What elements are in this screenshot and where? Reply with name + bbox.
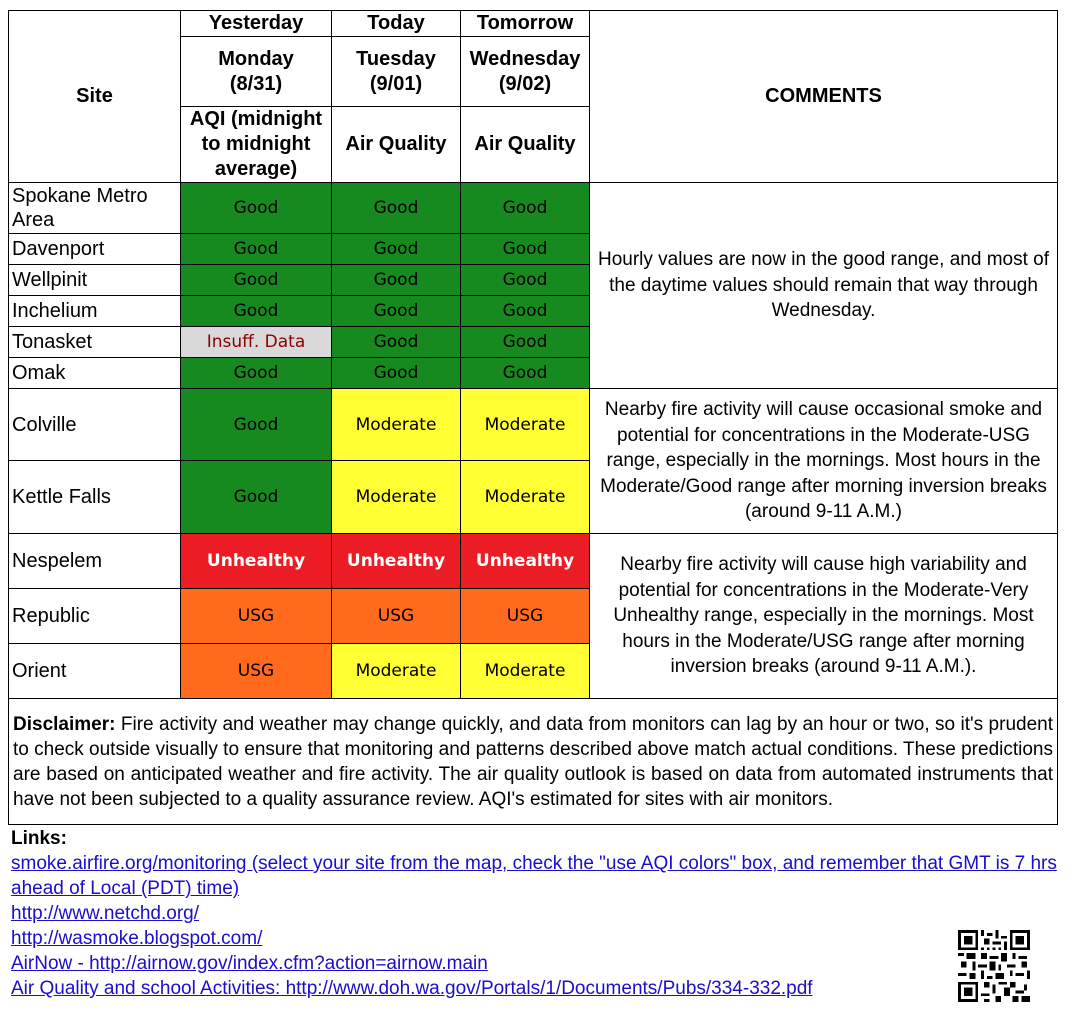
disclaimer-label: Disclaimer: [13,713,116,735]
today-header: Today [332,11,461,37]
aq-cell: Moderate [332,461,461,534]
aq-cell: Good [332,296,461,327]
aq-cell: Good [181,389,332,461]
yesterday-metric-header: AQI (midnight to midnight average) [181,107,332,183]
aq-cell: Good [461,296,590,327]
links-section [11,826,1061,1001]
aq-cell: Good [181,183,332,234]
site-name: Wellpinit [9,265,181,296]
aq-cell: Good [461,358,590,389]
aq-cell: Good [332,265,461,296]
site-name: Davenport [9,234,181,265]
aq-cell: Good [181,265,332,296]
site-name: Nespelem [9,534,181,589]
aq-cell: Moderate [461,644,590,699]
aq-cell: Good [461,234,590,265]
site-name: Omak [9,358,181,389]
comment-group-3: Nearby fire activity will cause high variability and potential for concentrations in the Moderate-Very Unhealthy range, especially in the mornings. Most hours in the Moderate/USG range after morning inversion breaks (around 9-11 A.M.). [590,534,1058,699]
aq-cell: Good [181,296,332,327]
site-name: Colville [9,389,181,461]
yesterday-date-header: Monday (8/31) [181,37,332,107]
aq-cell: USG [181,644,332,699]
disclaimer [9,699,1058,825]
link-wasmoke[interactable]: http://wasmoke.blogspot.com/ [11,928,263,949]
aq-cell: Unhealthy [181,534,332,589]
qr-code-icon [958,930,1030,1002]
today-metric-header: Air Quality [332,107,461,183]
aq-cell: Good [181,234,332,265]
tomorrow-header: Tomorrow [461,11,590,37]
comment-group-1: Hourly values are now in the good range, and most of the daytime values should remain that way through Wednesday. [590,183,1058,389]
site-name: Republic [9,589,181,644]
comments-header: COMMENTS [590,11,1058,183]
tomorrow-date-header: Wednesday (9/02) [461,37,590,107]
comment-group-2: Nearby fire activity will cause occasional smoke and potential for concentrations in the Moderate-USG range, especially in the mornings. Most hours in the Moderate/Good range after morning inversion breaks (around 9-11 A.M.) [590,389,1058,534]
aq-cell: Good [461,327,590,358]
aq-cell: Good [181,461,332,534]
aq-cell: Insuff. Data [181,327,332,358]
aq-cell: USG [461,589,590,644]
aq-cell: USG [332,589,461,644]
site-name: Kettle Falls [9,461,181,534]
aq-cell: Good [332,358,461,389]
aq-cell: Good [461,183,590,234]
tomorrow-metric-header: Air Quality [461,107,590,183]
links-title: Links: [11,828,67,849]
aq-cell: Good [461,265,590,296]
aq-cell: USG [181,589,332,644]
aq-cell: Moderate [332,644,461,699]
today-date-header: Tuesday (9/01) [332,37,461,107]
site-name: Spokane Metro Area [9,183,181,234]
aq-cell: Good [332,327,461,358]
aq-cell: Unhealthy [332,534,461,589]
link-doh-school[interactable]: Air Quality and school Activities: http://www.doh.wa.gov/Portals/1/Documents/Pubs/334-332.pdf [11,978,813,999]
site-name: Tonasket [9,327,181,358]
yesterday-header: Yesterday [181,11,332,37]
aq-cell: Good [181,358,332,389]
disclaimer-text: Fire activity and weather may change quickly, and data from monitors can lag by an hour or two, so it's prudent to check outside visually to ensure that monitoring and patterns described above match actual conditions. These predictions are based on anticipated weather and fire activity. The air quality outlook is based on data from automated instruments that have not been subjected to a quality assurance review. AQI's estimated for sites with air monitors. [13,713,1053,810]
air-quality-table [8,10,1058,825]
aq-cell: Moderate [332,389,461,461]
link-airnow[interactable]: AirNow - http://airnow.gov/index.cfm?action=airnow.main [11,953,488,974]
site-name: Inchelium [9,296,181,327]
link-smoke-airfire[interactable]: smoke.airfire.org/monitoring (select your site from the map, check the "use AQI colors" box, and remember that GMT is 7 hrs ahead of Local (PDT) time) [11,853,1057,899]
aq-cell: Good [332,183,461,234]
aq-cell: Moderate [461,461,590,534]
aq-cell: Good [332,234,461,265]
site-name: Orient [9,644,181,699]
link-netchd[interactable]: http://www.netchd.org/ [11,903,199,924]
site-header: Site [9,11,181,183]
aq-cell: Moderate [461,389,590,461]
aq-cell: Unhealthy [461,534,590,589]
